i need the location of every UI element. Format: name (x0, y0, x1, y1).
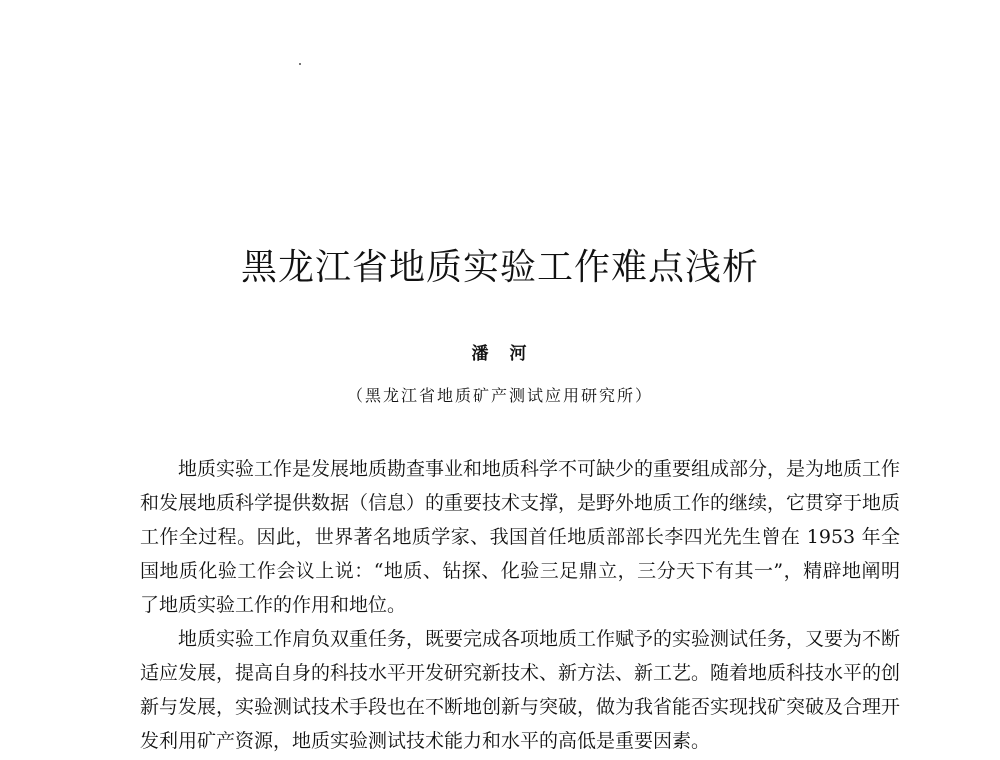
body-paragraph: 地质实验工作肩负双重任务，既要完成各项地质工作赋予的实验测试任务，又要为不断适应发展，提高自身的科技水平开发研究新技术、新方法、新工艺。随着地质科技水平的创新与发展，实验测试技术手段也在不断地创新与突破，做为我省能否实现找矿突破及合理开发利用矿产资源，地质实验测试技术能力和水平的高低是重要因素。 (140, 628, 901, 752)
body-paragraph: 地质实验工作是发展地质勘查事业和地质科学不可缺少的重要组成部分，是为地质工作和发展地质科学提供数据（信息）的重要技术支撑，是野外地质工作的继续，它贯穿于地质工作全过程。因此，世界著名地质学家、我国首任地质部部长李四光先生曾在 1953 年全国地质化验工作会议上说：“地质、钻探、化验三足鼎立，三分天下有其一”，精辟地阐明了地质实验工作的作用和地位。 (140, 458, 901, 616)
scan-speck (299, 63, 301, 65)
article-body (140, 452, 900, 758)
author-affiliation: （黑龙江省地质矿产测试应用研究所） (346, 386, 653, 405)
article-title: 黑龙江省地质实验工作难点浅析 (240, 247, 759, 288)
author-name: 潘 河 (471, 344, 529, 364)
